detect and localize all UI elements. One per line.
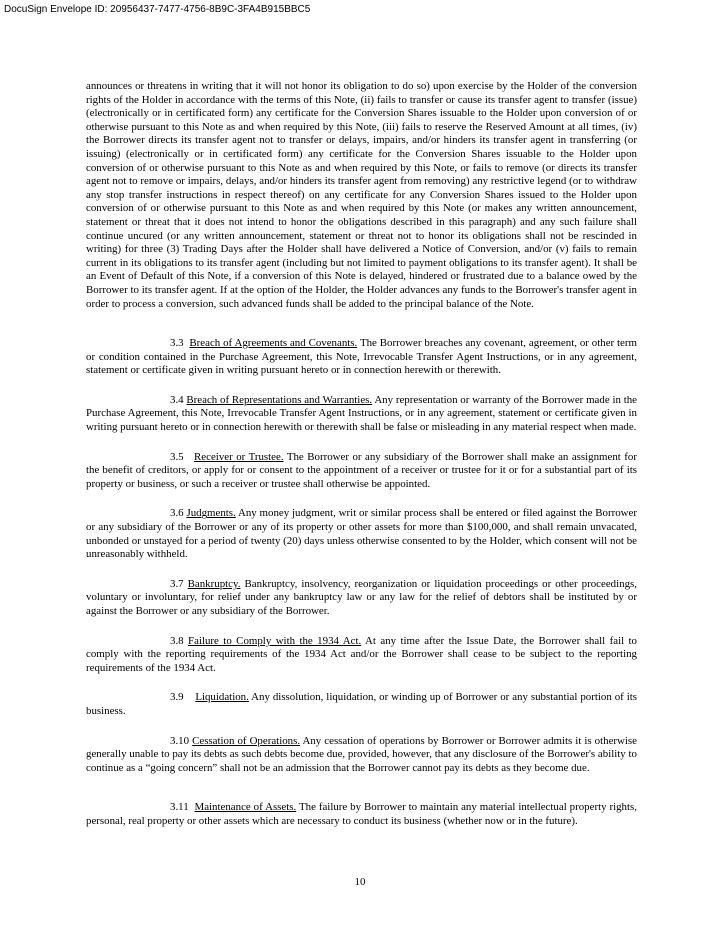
section-number: 3.11 xyxy=(170,801,189,814)
section-heading: Maintenance of Assets. xyxy=(194,801,297,814)
section-number: 3.7 xyxy=(170,577,184,590)
section-3-5 xyxy=(86,451,637,492)
section-number: 3.9 xyxy=(170,691,184,704)
section-text: Any representation or warranty of the Borrower made in the Purchase Agreement, this Note, Irrevocable Transfer Agent Instructions, or in any agreement, statement or certificate given in writing pursuant hereto or in connection herewith or therewith shall be false or misleading in any material respect when made. xyxy=(86,393,637,434)
section-text: Any dissolution, liquidation, or winding up of Borrower or any substantial portion of its business. xyxy=(86,691,637,717)
section-heading: Failure to Comply with the 1934 Act. xyxy=(188,634,362,647)
section-3-8 xyxy=(86,635,637,676)
section-3-9 xyxy=(86,691,637,718)
section-3-6 xyxy=(86,507,637,561)
section-text: The Borrower breaches any covenant, agreement, or other term or condition contained in the Purchase Agreement, this Note, Irrevocable Transfer Agent Instructions, or in any agreement, statement or certificate given in writing pursuant hereto or in connection herewith or therewith. xyxy=(86,337,637,377)
section-3-7 xyxy=(86,578,637,619)
section-number: 3.3 xyxy=(170,337,184,350)
section-heading: Liquidation. xyxy=(195,691,249,704)
section-heading: Bankruptcy. xyxy=(187,577,241,590)
section-3-11 xyxy=(86,801,637,828)
section-text: Any money judgment, writ or similar process shall be entered or filed against the Borrower or any subsidiary of the Borrower or any of its property or other assets for more than $100,000, and shall remain unvacated, unbonded or unstayed for a period of twenty (20) days unless otherwise consented to by the Holder, which consent will not be unreasonably withheld. xyxy=(86,507,637,561)
section-heading: Breach of Representations and Warranties. xyxy=(186,393,373,406)
section-3-10 xyxy=(86,735,637,776)
section-heading: Receiver or Trustee. xyxy=(194,450,284,463)
section-text: At any time after the Issue Date, the Borrower shall fail to comply with the reporting requirements of the 1934 Act and/or the Borrower shall cease to be subject to the reporting requirements of the 1934 Act. xyxy=(86,634,638,674)
section-text: Any cessation of operations by Borrower or Borrower admits it is otherwise generally unable to pay its debts as such debts become due, provided, however, that any disclosure of the Borrower's ability to continue as a “going concern” shall not be an admission that the Borrower cannot pay its debts as they become due. xyxy=(86,734,637,774)
envelope-id: DocuSign Envelope ID: 20956437-7477-4756-8B9C-3FA4B915BBC5 xyxy=(4,4,311,15)
section-text: Bankruptcy, insolvency, reorganization or liquidation proceedings or other proceedings, voluntary or involuntary, for relief under any bankruptcy law or any law for the relief of debtors shall be instituted by or against the Borrower or any subsidiary of the Borrower. xyxy=(86,577,637,617)
section-text: The Borrower or any subsidiary of the Borrower shall make an assignment for the benefit of creditors, or apply for or consent to the appointment of a receiver or trustee for it or for a substantial part of its property or business, or such a receiver or trustee shall otherwise be appointed. xyxy=(86,450,637,490)
section-number: 3.8 xyxy=(170,634,184,647)
section-number: 3.6 xyxy=(170,507,184,520)
section-heading: Breach of Agreements and Covenants. xyxy=(189,337,358,350)
section-text: The failure by Borrower to maintain any material intellectual property rights, personal, real property or other assets which are necessary to conduct its business (whether now or in the future). xyxy=(86,801,637,827)
intro-paragraph: announces or threatens in writing that it will not honor its obligation to do so) upon exercise by the Holder of the conversion rights of the Holder in accordance with the terms of this Note, (ii) fails to transfer or cause its transfer agent to transfer (issue) (electronically or in certificated form) any certificate for the Conversion Shares issuable to the Holder upon conversion of or otherwise pursuant to this Note as and when required by this Note, (iii) fails to reserve the Reserved Amount at all times, (iv) the Borrower directs its transfer agent not to transfer or delays, impairs, and/or hinders its transfer agent in transferring (or issuing) (electronically or in certificated form) any certificate for the Conversion Shares issuable to the Holder upon conversion of or otherwise pursuant to this Note as and when required by this Note, or fails to remove (or directs its transfer agent not to remove or impairs, delays, and/or hinders its transfer agent from removing) any restrictive legend (or to withdraw any stop transfer instructions in respect thereof) on any certificate for any Conversion Shares issued to the Holder upon conversion of or otherwise pursuant to this Note as and when required by this Note (or makes any written announcement, statement or threat that it does not intend to honor the obligations described in this paragraph) and any such failure shall continue uncured (or any written announcement, statement or threat not to honor its obligations shall not be rescinded in writing) for three (3) Trading Days after the Holder shall have delivered a Notice of Conversion, and/or (v) fails to remain current in its obligations to its transfer agent (including but not limited to payment obligations to its transfer agent). It shall be an Event of Default of this Note, if a conversion of this Note is delayed, hindered or frustrated due to a balance owed by the Borrower to its transfer agent. If at the option of the Holder, the Holder advances any funds to the Borrower's transfer agent in order to process a conversion, such advanced funds shall be added to the principal balance of the Note. xyxy=(86,80,637,310)
document-body xyxy=(86,80,637,829)
section-3-3 xyxy=(86,337,637,378)
page-number: 10 xyxy=(354,876,366,888)
section-number: 3.5 xyxy=(170,450,184,463)
section-3-4 xyxy=(86,394,637,435)
section-heading: Judgments. xyxy=(186,507,236,520)
section-heading: Cessation of Operations. xyxy=(192,734,301,747)
section-number: 3.10 xyxy=(170,734,190,747)
section-number: 3.4 xyxy=(170,393,184,406)
